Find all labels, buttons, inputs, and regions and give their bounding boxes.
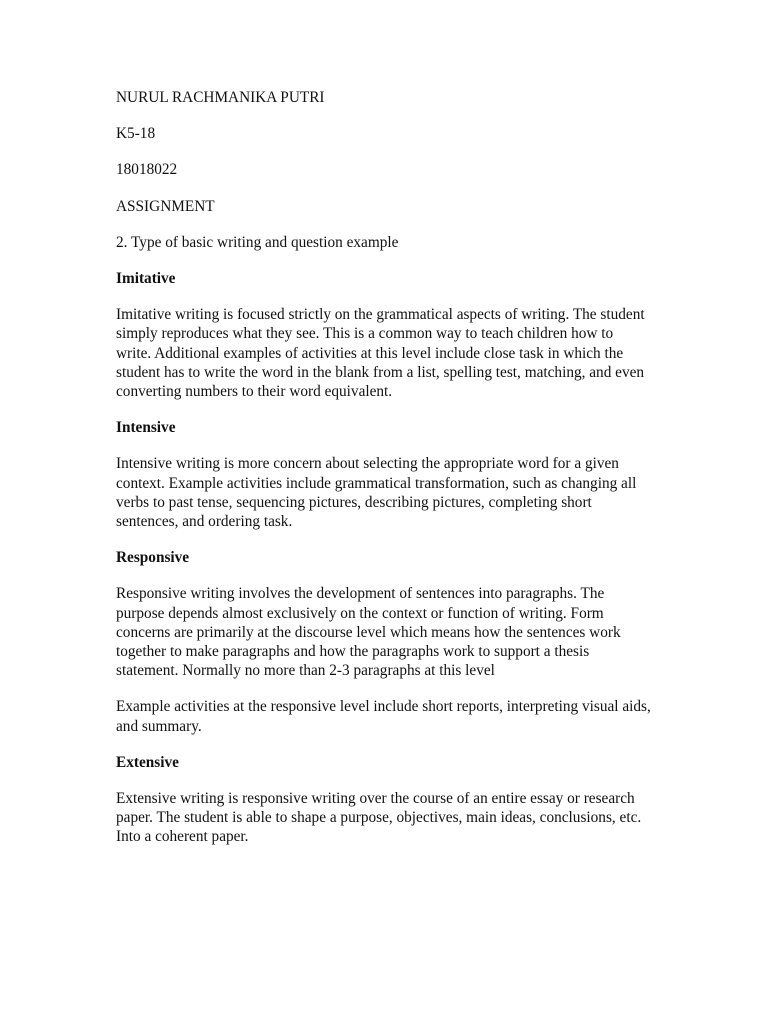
section-paragraph: Intensive writing is more concern about selecting the appropriate word for a given context. Example activities include grammatical transformation, such as changing all verbs to past tense, sequencing pictures, describing pictures, completing short sentences, and ordering task.	[116, 455, 637, 531]
section-paragraph: Extensive writing is responsive writing over the course of an entire essay or research paper. The student is able to shape a purpose, objectives, main ideas, conclusions, etc. Into a coherent paper.	[116, 790, 642, 846]
assignment-subtitle: 2. Type of basic writing and question example	[116, 233, 399, 251]
student-id: 18018022	[116, 161, 178, 179]
section-extensive	[116, 753, 652, 847]
student-name: NURUL RACHMANIKA PUTRI	[116, 89, 325, 106]
section-heading: Intensive	[116, 419, 176, 437]
section-paragraph: Responsive writing involves the development of sentences into paragraphs. The purpose depends almost exclusively on the context or function of writing. Form concerns are primarily at the discourse level which means how the sentences work together to make paragraphs and how the paragraphs work to support a thesis statement. Normally no more than 2-3 paragraphs at this level	[116, 585, 621, 680]
section-paragraph: Example activities at the responsive level include short reports, interpreting visual aids, and summary.	[116, 698, 651, 735]
section-heading: Extensive	[116, 753, 179, 771]
class-code: K5-18	[116, 125, 156, 143]
section-responsive	[116, 548, 652, 736]
section-intensive	[116, 418, 652, 531]
section-heading: Responsive	[116, 549, 190, 567]
section-paragraph: Imitative writing is focused strictly on the grammatical aspects of writing. The student simply reproduces what they see. This is a common way to teach children how to write. Additional examples of activities at this level include close task in which the student has to write the word in the blank from a list, spelling test, matching, and even converting numbers to their word equivalent.	[116, 306, 645, 401]
document-page	[116, 88, 652, 864]
assignment-label: ASSIGNMENT	[116, 197, 215, 215]
section-heading: Imitative	[116, 270, 176, 288]
section-imitative	[116, 269, 652, 401]
